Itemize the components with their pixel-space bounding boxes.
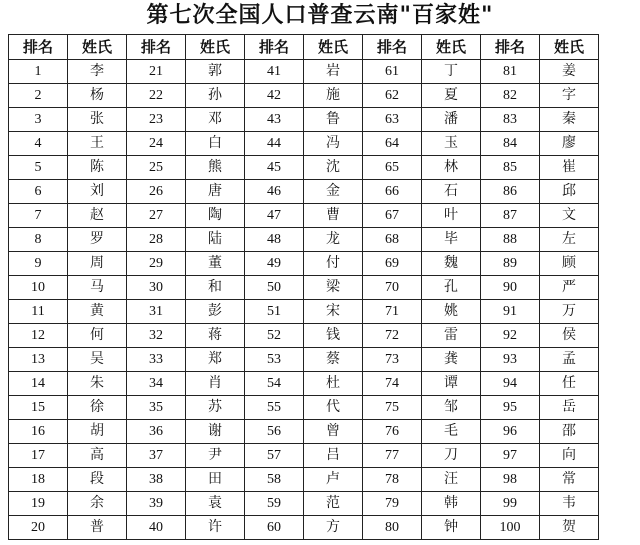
surname-cell: 袁 xyxy=(186,492,245,516)
rank-cell: 48 xyxy=(245,228,304,252)
rank-cell: 100 xyxy=(481,516,540,540)
surname-header: 姓氏 xyxy=(422,35,481,60)
table-row xyxy=(9,252,599,276)
surname-cell: 吕 xyxy=(304,444,363,468)
rank-cell: 56 xyxy=(245,420,304,444)
surname-cell: 刀 xyxy=(422,444,481,468)
surname-cell: 雷 xyxy=(422,324,481,348)
surname-cell: 梁 xyxy=(304,276,363,300)
rank-cell: 38 xyxy=(127,468,186,492)
rank-cell: 98 xyxy=(481,468,540,492)
rank-cell: 58 xyxy=(245,468,304,492)
surname-cell: 向 xyxy=(540,444,599,468)
table-row xyxy=(9,348,599,372)
surname-ranking-table xyxy=(8,34,599,540)
surname-cell: 蒋 xyxy=(186,324,245,348)
table-row xyxy=(9,516,599,540)
surname-cell: 鲁 xyxy=(304,108,363,132)
surname-cell: 尹 xyxy=(186,444,245,468)
rank-cell: 13 xyxy=(9,348,68,372)
rank-header: 排名 xyxy=(245,35,304,60)
surname-cell: 文 xyxy=(540,204,599,228)
surname-cell: 邱 xyxy=(540,180,599,204)
rank-cell: 3 xyxy=(9,108,68,132)
rank-cell: 77 xyxy=(363,444,422,468)
surname-cell: 何 xyxy=(68,324,127,348)
rank-header: 排名 xyxy=(9,35,68,60)
table-row xyxy=(9,276,599,300)
surname-cell: 宋 xyxy=(304,300,363,324)
table-row xyxy=(9,468,599,492)
rank-cell: 17 xyxy=(9,444,68,468)
rank-cell: 7 xyxy=(9,204,68,228)
rank-header: 排名 xyxy=(127,35,186,60)
rank-cell: 34 xyxy=(127,372,186,396)
surname-cell: 余 xyxy=(68,492,127,516)
surname-cell: 苏 xyxy=(186,396,245,420)
rank-cell: 86 xyxy=(481,180,540,204)
rank-cell: 37 xyxy=(127,444,186,468)
rank-cell: 95 xyxy=(481,396,540,420)
rank-cell: 49 xyxy=(245,252,304,276)
surname-cell: 田 xyxy=(186,468,245,492)
surname-cell: 黄 xyxy=(68,300,127,324)
surname-cell: 孟 xyxy=(540,348,599,372)
surname-cell: 肖 xyxy=(186,372,245,396)
rank-cell: 73 xyxy=(363,348,422,372)
rank-cell: 9 xyxy=(9,252,68,276)
rank-cell: 64 xyxy=(363,132,422,156)
surname-cell: 范 xyxy=(304,492,363,516)
rank-cell: 19 xyxy=(9,492,68,516)
surname-cell: 廖 xyxy=(540,132,599,156)
rank-cell: 18 xyxy=(9,468,68,492)
table-row xyxy=(9,492,599,516)
surname-cell: 沈 xyxy=(304,156,363,180)
surname-header: 姓氏 xyxy=(540,35,599,60)
surname-cell: 冯 xyxy=(304,132,363,156)
surname-cell: 陆 xyxy=(186,228,245,252)
surname-cell: 韩 xyxy=(422,492,481,516)
table-row xyxy=(9,372,599,396)
surname-cell: 常 xyxy=(540,468,599,492)
table-row xyxy=(9,444,599,468)
surname-cell: 钟 xyxy=(422,516,481,540)
rank-cell: 70 xyxy=(363,276,422,300)
rank-cell: 35 xyxy=(127,396,186,420)
rank-cell: 50 xyxy=(245,276,304,300)
rank-cell: 85 xyxy=(481,156,540,180)
table-row xyxy=(9,60,599,84)
surname-cell: 邓 xyxy=(186,108,245,132)
table-row xyxy=(9,300,599,324)
rank-cell: 32 xyxy=(127,324,186,348)
rank-cell: 90 xyxy=(481,276,540,300)
surname-cell: 朱 xyxy=(68,372,127,396)
surname-cell: 曾 xyxy=(304,420,363,444)
surname-cell: 玉 xyxy=(422,132,481,156)
rank-cell: 79 xyxy=(363,492,422,516)
surname-cell: 赵 xyxy=(68,204,127,228)
rank-cell: 60 xyxy=(245,516,304,540)
surname-cell: 彭 xyxy=(186,300,245,324)
rank-cell: 55 xyxy=(245,396,304,420)
surname-cell: 方 xyxy=(304,516,363,540)
rank-cell: 22 xyxy=(127,84,186,108)
rank-header: 排名 xyxy=(481,35,540,60)
surname-cell: 岳 xyxy=(540,396,599,420)
rank-cell: 39 xyxy=(127,492,186,516)
surname-cell: 毕 xyxy=(422,228,481,252)
rank-cell: 43 xyxy=(245,108,304,132)
surname-cell: 杨 xyxy=(68,84,127,108)
surname-cell: 付 xyxy=(304,252,363,276)
rank-cell: 65 xyxy=(363,156,422,180)
surname-cell: 邹 xyxy=(422,396,481,420)
surname-cell: 孔 xyxy=(422,276,481,300)
rank-cell: 30 xyxy=(127,276,186,300)
surname-cell: 徐 xyxy=(68,396,127,420)
rank-cell: 44 xyxy=(245,132,304,156)
surname-cell: 左 xyxy=(540,228,599,252)
rank-cell: 1 xyxy=(9,60,68,84)
rank-cell: 62 xyxy=(363,84,422,108)
rank-cell: 51 xyxy=(245,300,304,324)
surname-cell: 毛 xyxy=(422,420,481,444)
table-row xyxy=(9,108,599,132)
rank-cell: 28 xyxy=(127,228,186,252)
rank-cell: 41 xyxy=(245,60,304,84)
surname-cell: 熊 xyxy=(186,156,245,180)
surname-cell: 谢 xyxy=(186,420,245,444)
surname-cell: 白 xyxy=(186,132,245,156)
header-row xyxy=(9,35,599,60)
rank-cell: 88 xyxy=(481,228,540,252)
rank-cell: 71 xyxy=(363,300,422,324)
surname-cell: 汪 xyxy=(422,468,481,492)
rank-cell: 6 xyxy=(9,180,68,204)
surname-cell: 顾 xyxy=(540,252,599,276)
rank-cell: 54 xyxy=(245,372,304,396)
rank-cell: 61 xyxy=(363,60,422,84)
rank-cell: 26 xyxy=(127,180,186,204)
rank-cell: 14 xyxy=(9,372,68,396)
rank-cell: 5 xyxy=(9,156,68,180)
surname-cell: 丁 xyxy=(422,60,481,84)
surname-cell: 陈 xyxy=(68,156,127,180)
table-row xyxy=(9,228,599,252)
surname-cell: 贺 xyxy=(540,516,599,540)
table-row xyxy=(9,204,599,228)
surname-cell: 侯 xyxy=(540,324,599,348)
surname-cell: 秦 xyxy=(540,108,599,132)
rank-cell: 67 xyxy=(363,204,422,228)
rank-cell: 75 xyxy=(363,396,422,420)
table-body xyxy=(9,60,599,540)
rank-cell: 83 xyxy=(481,108,540,132)
surname-cell: 罗 xyxy=(68,228,127,252)
rank-cell: 53 xyxy=(245,348,304,372)
rank-cell: 76 xyxy=(363,420,422,444)
table-row xyxy=(9,132,599,156)
surname-cell: 谭 xyxy=(422,372,481,396)
page-title: 第七次全国人口普查云南"百家姓" xyxy=(146,2,494,28)
surname-cell: 龚 xyxy=(422,348,481,372)
rank-cell: 57 xyxy=(245,444,304,468)
rank-cell: 33 xyxy=(127,348,186,372)
surname-cell: 任 xyxy=(540,372,599,396)
rank-cell: 21 xyxy=(127,60,186,84)
surname-cell: 魏 xyxy=(422,252,481,276)
surname-cell: 陶 xyxy=(186,204,245,228)
surname-cell: 施 xyxy=(304,84,363,108)
rank-cell: 87 xyxy=(481,204,540,228)
surname-cell: 高 xyxy=(68,444,127,468)
surname-cell: 郭 xyxy=(186,60,245,84)
rank-cell: 96 xyxy=(481,420,540,444)
rank-cell: 92 xyxy=(481,324,540,348)
rank-cell: 91 xyxy=(481,300,540,324)
table-row xyxy=(9,156,599,180)
rank-cell: 68 xyxy=(363,228,422,252)
surname-cell: 马 xyxy=(68,276,127,300)
surname-cell: 普 xyxy=(68,516,127,540)
rank-cell: 47 xyxy=(245,204,304,228)
rank-cell: 82 xyxy=(481,84,540,108)
surname-cell: 王 xyxy=(68,132,127,156)
surname-cell: 金 xyxy=(304,180,363,204)
surname-cell: 吴 xyxy=(68,348,127,372)
surname-cell: 严 xyxy=(540,276,599,300)
surname-cell: 韦 xyxy=(540,492,599,516)
surname-cell: 钱 xyxy=(304,324,363,348)
surname-cell: 字 xyxy=(540,84,599,108)
rank-cell: 2 xyxy=(9,84,68,108)
table-row xyxy=(9,180,599,204)
surname-cell: 胡 xyxy=(68,420,127,444)
rank-cell: 46 xyxy=(245,180,304,204)
rank-cell: 63 xyxy=(363,108,422,132)
rank-cell: 45 xyxy=(245,156,304,180)
surname-header: 姓氏 xyxy=(68,35,127,60)
surname-cell: 和 xyxy=(186,276,245,300)
surname-cell: 段 xyxy=(68,468,127,492)
surname-cell: 石 xyxy=(422,180,481,204)
rank-cell: 16 xyxy=(9,420,68,444)
surname-cell: 郑 xyxy=(186,348,245,372)
surname-cell: 姜 xyxy=(540,60,599,84)
rank-cell: 59 xyxy=(245,492,304,516)
rank-cell: 99 xyxy=(481,492,540,516)
surname-cell: 潘 xyxy=(422,108,481,132)
rank-cell: 31 xyxy=(127,300,186,324)
rank-cell: 93 xyxy=(481,348,540,372)
surname-cell: 杜 xyxy=(304,372,363,396)
rank-header: 排名 xyxy=(363,35,422,60)
surname-cell: 邵 xyxy=(540,420,599,444)
rank-cell: 15 xyxy=(9,396,68,420)
surname-header: 姓氏 xyxy=(304,35,363,60)
rank-cell: 12 xyxy=(9,324,68,348)
table-row xyxy=(9,324,599,348)
surname-cell: 曹 xyxy=(304,204,363,228)
surname-cell: 李 xyxy=(68,60,127,84)
rank-cell: 20 xyxy=(9,516,68,540)
rank-cell: 74 xyxy=(363,372,422,396)
rank-cell: 72 xyxy=(363,324,422,348)
surname-cell: 崔 xyxy=(540,156,599,180)
surname-cell: 姚 xyxy=(422,300,481,324)
rank-cell: 8 xyxy=(9,228,68,252)
rank-cell: 69 xyxy=(363,252,422,276)
surname-cell: 万 xyxy=(540,300,599,324)
rank-cell: 66 xyxy=(363,180,422,204)
rank-cell: 27 xyxy=(127,204,186,228)
rank-cell: 81 xyxy=(481,60,540,84)
rank-cell: 23 xyxy=(127,108,186,132)
surname-cell: 岩 xyxy=(304,60,363,84)
surname-cell: 董 xyxy=(186,252,245,276)
surname-cell: 卢 xyxy=(304,468,363,492)
rank-cell: 94 xyxy=(481,372,540,396)
surname-header: 姓氏 xyxy=(186,35,245,60)
table-row xyxy=(9,84,599,108)
surname-cell: 唐 xyxy=(186,180,245,204)
rank-cell: 36 xyxy=(127,420,186,444)
rank-cell: 97 xyxy=(481,444,540,468)
surname-cell: 周 xyxy=(68,252,127,276)
rank-cell: 78 xyxy=(363,468,422,492)
surname-cell: 孙 xyxy=(186,84,245,108)
surname-cell: 叶 xyxy=(422,204,481,228)
rank-cell: 25 xyxy=(127,156,186,180)
rank-cell: 89 xyxy=(481,252,540,276)
rank-cell: 24 xyxy=(127,132,186,156)
rank-cell: 84 xyxy=(481,132,540,156)
surname-cell: 代 xyxy=(304,396,363,420)
surname-cell: 刘 xyxy=(68,180,127,204)
surname-cell: 许 xyxy=(186,516,245,540)
rank-cell: 52 xyxy=(245,324,304,348)
rank-cell: 29 xyxy=(127,252,186,276)
rank-cell: 10 xyxy=(9,276,68,300)
surname-cell: 龙 xyxy=(304,228,363,252)
rank-cell: 80 xyxy=(363,516,422,540)
rank-cell: 40 xyxy=(127,516,186,540)
surname-cell: 林 xyxy=(422,156,481,180)
rank-cell: 11 xyxy=(9,300,68,324)
surname-cell: 蔡 xyxy=(304,348,363,372)
surname-cell: 张 xyxy=(68,108,127,132)
rank-cell: 4 xyxy=(9,132,68,156)
rank-cell: 42 xyxy=(245,84,304,108)
table-row xyxy=(9,396,599,420)
table-row xyxy=(9,420,599,444)
surname-cell: 夏 xyxy=(422,84,481,108)
